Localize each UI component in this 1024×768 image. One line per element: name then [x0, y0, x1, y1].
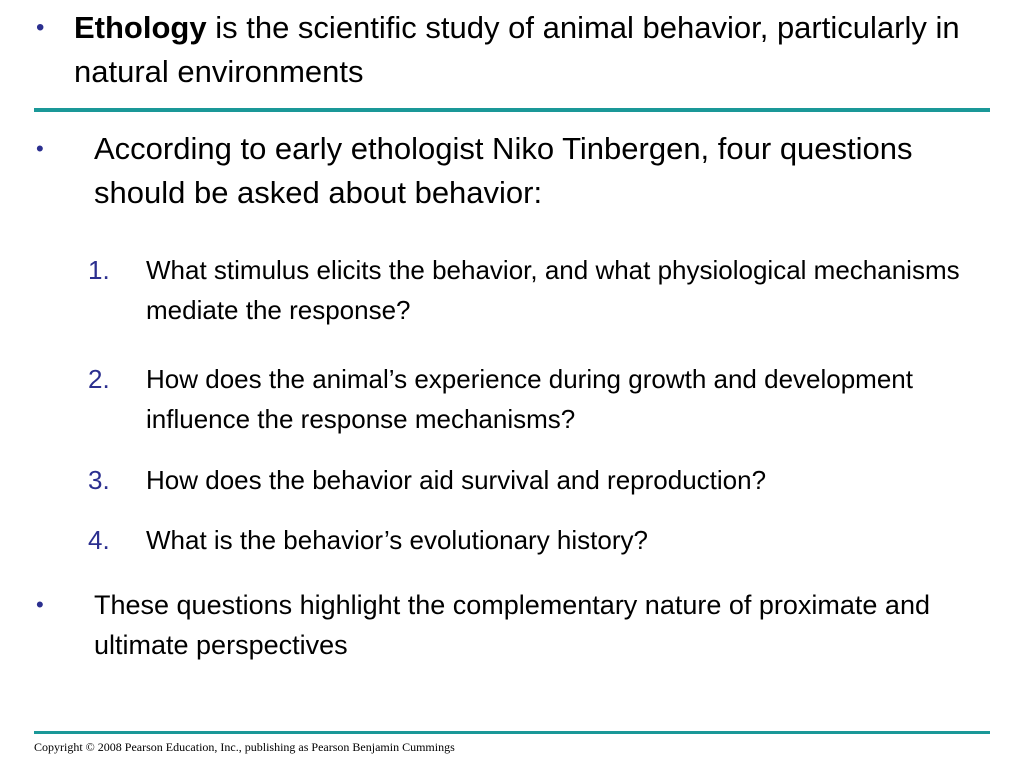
bullet-item [36, 585, 986, 665]
bullet-glyph: • [36, 136, 44, 161]
question-text: How does the behavior aid survival and reproduction? [146, 465, 767, 495]
question-number: 1. [88, 255, 110, 285]
question-number: 4. [88, 525, 110, 555]
bottom-divider [34, 731, 990, 734]
bullet-item [36, 127, 986, 215]
bullet-glyph: • [36, 592, 44, 617]
question-item [88, 359, 978, 439]
question-number: 2. [88, 364, 110, 394]
top-divider [34, 108, 990, 112]
title-definition: is the scientific study of animal behavior, particularly in natural environments [74, 10, 960, 89]
question-item [88, 460, 978, 500]
question-item [88, 250, 978, 330]
copyright-footer: Copyright © 2008 Pearson Education, Inc., publishing as Pearson Benjamin Cummings [34, 740, 455, 754]
slide-title [36, 6, 986, 94]
question-text: How does the animal’s experience during growth and development influence the response mechanisms? [146, 364, 913, 434]
question-text: What stimulus elicits the behavior, and what physiological mechanisms mediate the response? [146, 255, 960, 325]
bullet-text: These questions highlight the complementary nature of proximate and ultimate perspectives [94, 590, 930, 660]
question-item [88, 520, 978, 560]
title-bullet: • [36, 14, 45, 41]
bullet-text: According to early ethologist Niko Tinbergen, four questions should be asked about behavior: [94, 131, 913, 210]
question-number: 3. [88, 465, 110, 495]
title-text [74, 6, 986, 94]
question-text: What is the behavior’s evolutionary history? [146, 525, 648, 555]
title-term: Ethology [74, 10, 207, 45]
